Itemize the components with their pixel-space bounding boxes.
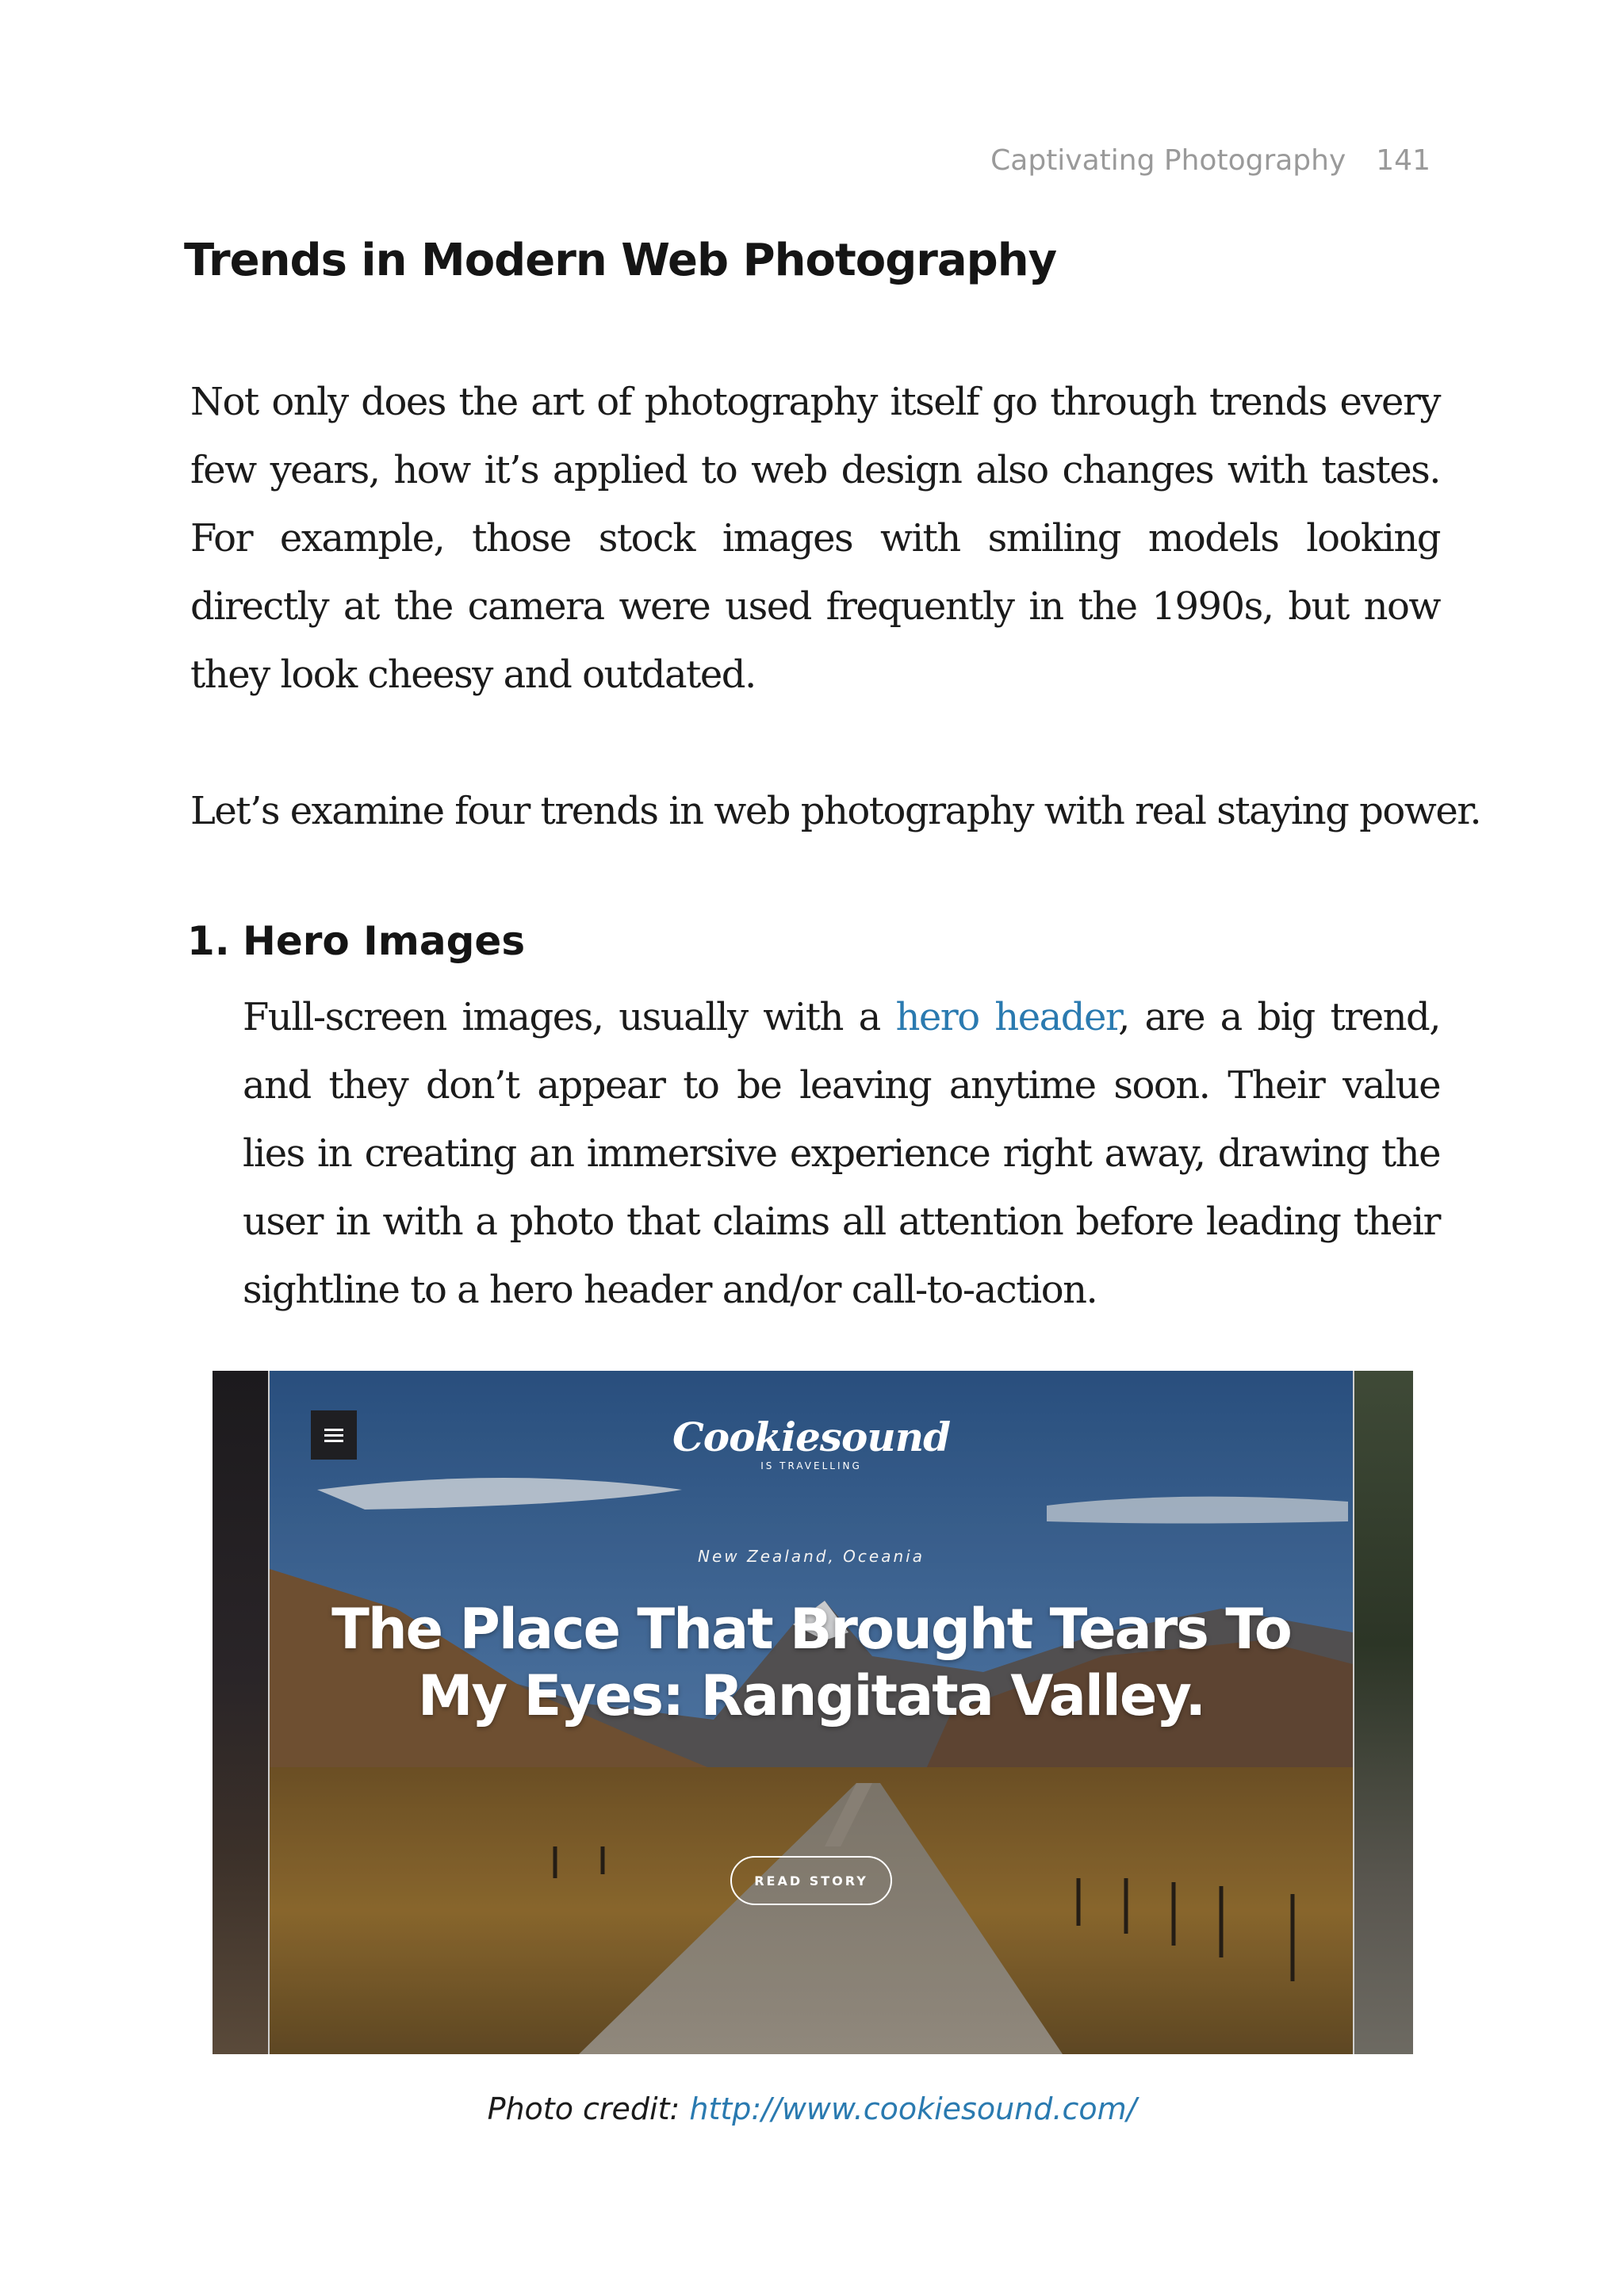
list-number: 1. [187,918,230,964]
paragraph-text-end: , are a big trend, and they don’t appear to be leaving anytime soon. Their value lies in creating an immersive experience right away, drawing the user in with a photo that claims all attention before leading their sightline to a hero header and/or call-to-action. [243,995,1441,1312]
hero-images-paragraph [243,983,1440,1324]
hero-header-link[interactable]: hero header [895,995,1119,1039]
figure-left-edge [213,1371,268,2054]
photo-credit-caption [0,2091,1624,2126]
caption-label: Photo credit: [487,2091,690,2126]
paragraph-text-start: Full-screen images, usually with a [243,995,896,1039]
section-title: Trends in Modern Web Photography [184,235,1057,286]
running-title: Captivating Photography [990,144,1346,177]
trends-intro-paragraph: Let’s examine four trends in web photography with real staying power. [190,789,1481,833]
site-logo[interactable] [270,1414,1353,1471]
list-item-heading [187,918,525,964]
read-story-button[interactable]: READ STORY [730,1856,892,1905]
figure-right-edge [1354,1371,1413,2054]
running-header [990,144,1431,177]
page-number: 141 [1376,144,1431,177]
list-heading-text: Hero Images [243,918,526,964]
logo-text: Cookiesound [672,1414,951,1460]
hero-headline: The Place That Brought Tears To My Eyes: Rangitata Valley. [331,1597,1291,1728]
hero-screenshot-figure [213,1371,1413,2054]
caption-link[interactable]: http://www.cookiesound.com/ [689,2091,1137,2126]
logo-tagline: IS TRAVELLING [760,1460,862,1471]
hero-image [268,1371,1354,2054]
intro-paragraph: Not only does the art of photography itself go through trends every few years, how it’s applied to web design also changes with tastes. For example, those stock images with smiling models looking directly at the camera were used frequently in the 1990s, but now they look cheesy and outdated. [190,380,1440,697]
location-label: New Zealand, Oceania [698,1547,925,1566]
